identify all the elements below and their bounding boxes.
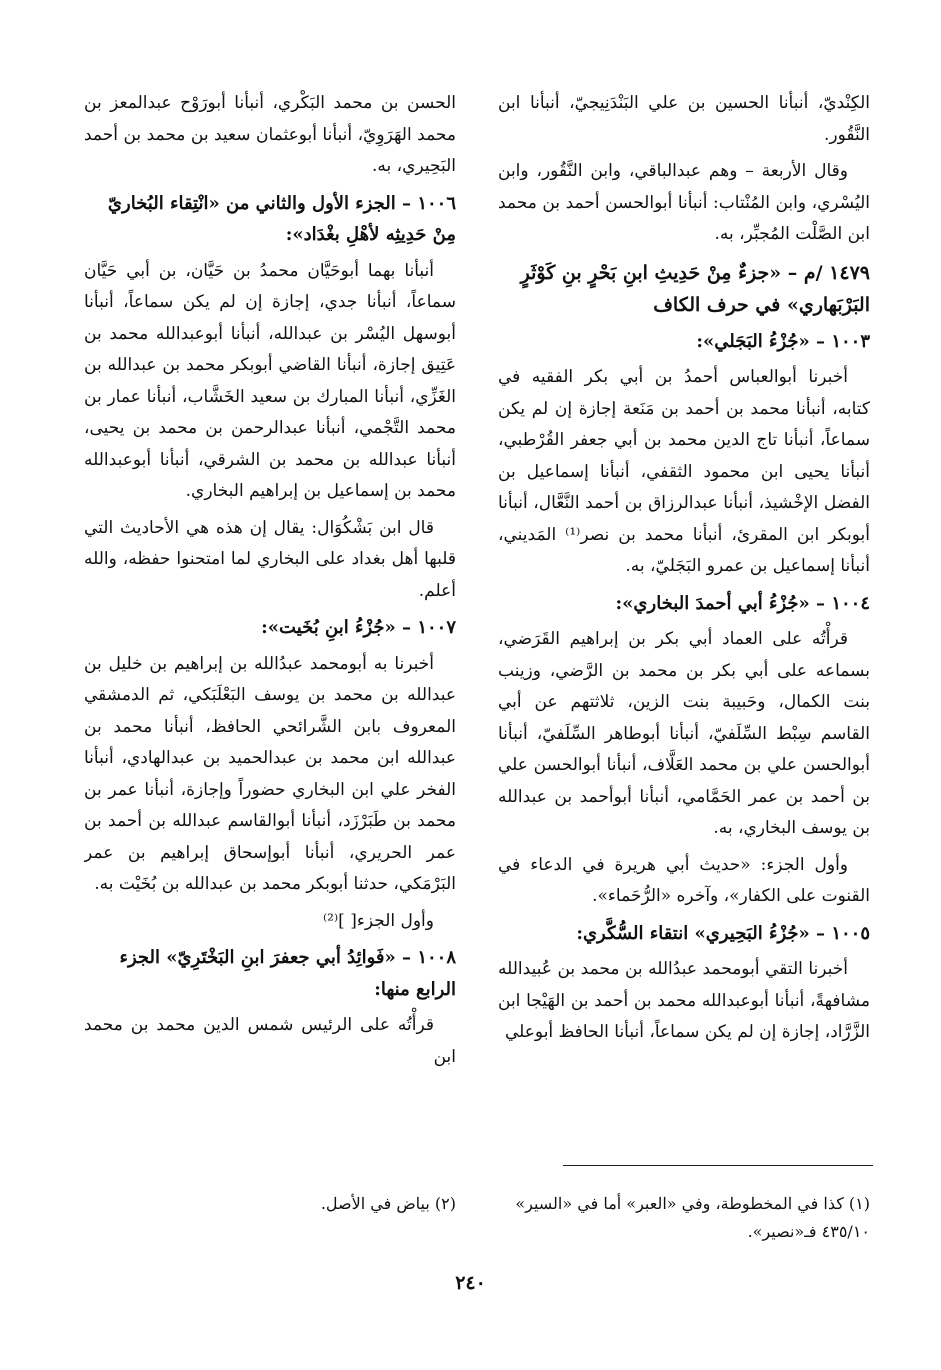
paragraph: أخبرنا أبوالعباس أحمدُ بن أبي بكر الفقيه في كتابه، أنبأنا محمد بن أحمد بن مَنَعة إجازة إن لم يكن سماعاً، أنبأنا تاج الدين محمد بن أبي جعفر القُرْطبي، أنبأنا يحيى ابن محمود الثقفي، أنبأنا إسماعيل بن الفضل الإخْشيذ، أنبأنا عبدالرزاق بن أحمد النَّعَّال، أنبأنا أبوبكر ابن المقرئ، أنبأنا محمد بن نصر⁽¹⁾ المَديني، أنبأنا إسماعيل بن عمرو البَجَليّ، به. (498, 367, 870, 576)
paragraph: وأول الجزء: «حديث أبي هريرة في الدعاء في القنوت على الكفار»، وآخره «الرُّحَماء». (498, 854, 870, 906)
paragraph: أخبرنا التقي أبومحمد عبدُالله بن محمد بن عُبيدالله مشافهةً، أنبأنا أبوعبدالله محمد بن أحمد بن الهَيْجا ابن الزَّرَّاد، إجازة إن لم يكن سماعاً، أنبأنا الحافظ أبوعلي (498, 959, 870, 1042)
footnote-1: (١) كذا في المخطوطة، وفي «العبر» أما في «السير» ٤٣٥/١٠ فـ«نصير». (515, 1194, 870, 1241)
right-column (498, 88, 870, 1153)
footnote-2: (٢) بياض في الأصل. (320, 1194, 456, 1213)
paragraph: الكِنْديّ، أنبأنا الحسين بن علي البَنْدَنِيجيّ، أنبأنا ابن النَّقُور. (498, 93, 870, 145)
entry-heading: ١٠٠٧ – «جُزْءُ ابنِ بُخَيت»: (261, 617, 456, 638)
entry-heading: ١٠٠٨ – «فَوائِدُ أبي جعفرَ ابنِ البَخْتَرِيّ» الجزء الرابع منها: (119, 947, 456, 1000)
page-number: ٢٤٠ (455, 1272, 486, 1294)
entry-heading: ١٠٠٥ – «جُزْءُ البَحِيري» انتقاء السُّكَّري: (576, 922, 870, 944)
left-column (84, 88, 456, 1153)
paragraph: قال ابن بَشْكُوَال: يقال إن هذه هي الأحاديث التي قلبها أهل بغداد على البخاري لما امتحنوا حفظه، والله أعلم. (84, 517, 456, 601)
entry-heading: ١٠٠٤ – «جُزْءُ أبي أحمدَ البخاري»: (615, 592, 870, 614)
entry-heading: ١٠٠٣ – «جُزْءُ البَجَلي»: (696, 330, 870, 352)
paragraph: أخبرنا به أبومحمد عبدُالله بن إبراهيم بن خليل بن عبدالله بن محمد بن يوسف البَعْلَبَكي، ثم الدمشقي المعروف بابن الشَّرائحي الحافظ، أنبأنا محمد بن عبدالله ابن محمد بن عبدالحميد بن عبدالهادي، أنبأنا الفخر علي ابن البخاري حضوراً وإجازة، أنبأنا عمر بن محمد بن طَبَرْزَد، أنبأنا أبوالقاسم عبدالله بن أحمد بن عمر الحريري، أنبأنا أبوإسحاق إبراهيم بن عمر البَرْمَكي، حدثنا أبوبكر محمد بن عبدالله بن بُخَيْت به. (84, 653, 456, 894)
entry-heading: ١٠٠٦ – الجزء الأول والثاني من «انْتِقاء البُخاريّ مِنْ حَدِيثِه لأهْلِ بغْدَاد»: (107, 192, 456, 245)
footnote-divider (563, 1165, 873, 1166)
paragraph: وأول الجزء[ ]⁽²⁾ (322, 910, 434, 931)
section-heading: ١٤٧٩ /م – «جزءٌ مِنْ حَدِيثِ ابنِ بَحْرٍ بنِ كَوْثَرٍ البَرْبَهاري» في حرف الكاف (520, 261, 870, 316)
paragraph: الحسن بن محمد البَكْري، أنبأنا أبورَوْح عبدالمعز بن محمد الهَرَوِيّ، أنبأنا أبوعثمان سعيد بن محمد بن أحمد البَحِيري، به. (84, 93, 456, 176)
paragraph: وقال الأربعة – وهم عبدالباقي، وابن النَّقُور، وابن اليُسْري، وابن المُنْتاب: أنبأنا أبوالحسن أحمد بن محمد ابن الصَّلْت المُجبِّر، به. (498, 161, 870, 244)
paragraph: أنبأنا بهما أبوحَيَّان محمدُ بن حَيَّان، بن أبي حَيَّان سماعاً، أنبأنا جدي، إجازة إن لم يكن سماعاً، أنبأنا أبوسهل اليُسْر بن عبدالله، أنبأنا أبوعبدالله محمد بن عَتِيق إجازة، أنبأنا القاضي أبوبكر محمد بن عبدالله بن الغَزِّي، أنبأنا المبارك بن سعيد الخَشَّاب، أنبأنا عمار بن محمد التَّجْمي، أنبأنا عبدالرحمن بن محمد بن يحيى، أنبأنا عبدالله بن محمد بن الشرقي، أنبأنا أبوعبدالله محمد بن إسماعيل بن إبراهيم البخاري. (84, 260, 456, 501)
paragraph: قرأْتُه على الرئيس شمس الدين محمد بن محمد ابن (84, 1015, 456, 1067)
paragraph: قرأْتُه على العماد أبي بكر بن إبراهيم القَرَضي، بسماعه على أبي بكر بن محمد بن الرَّضي، وزينب بنت الكمال، وحَبيبة بنت الزين، ثلاثتهم عن أبي القاسم سِبْط السِّلَفيّ، أنبأنا أبوطاهر السِّلَفيّ، أنبأنا أبوالحسن علي بن محمد العَلَّاف، أنبأنا أبوالحسن علي بن أحمد بن عمر الحَمَّامي، أنبأنا أبوأحمد بن عبدالله بن يوسف البخاري، به. (498, 629, 870, 838)
